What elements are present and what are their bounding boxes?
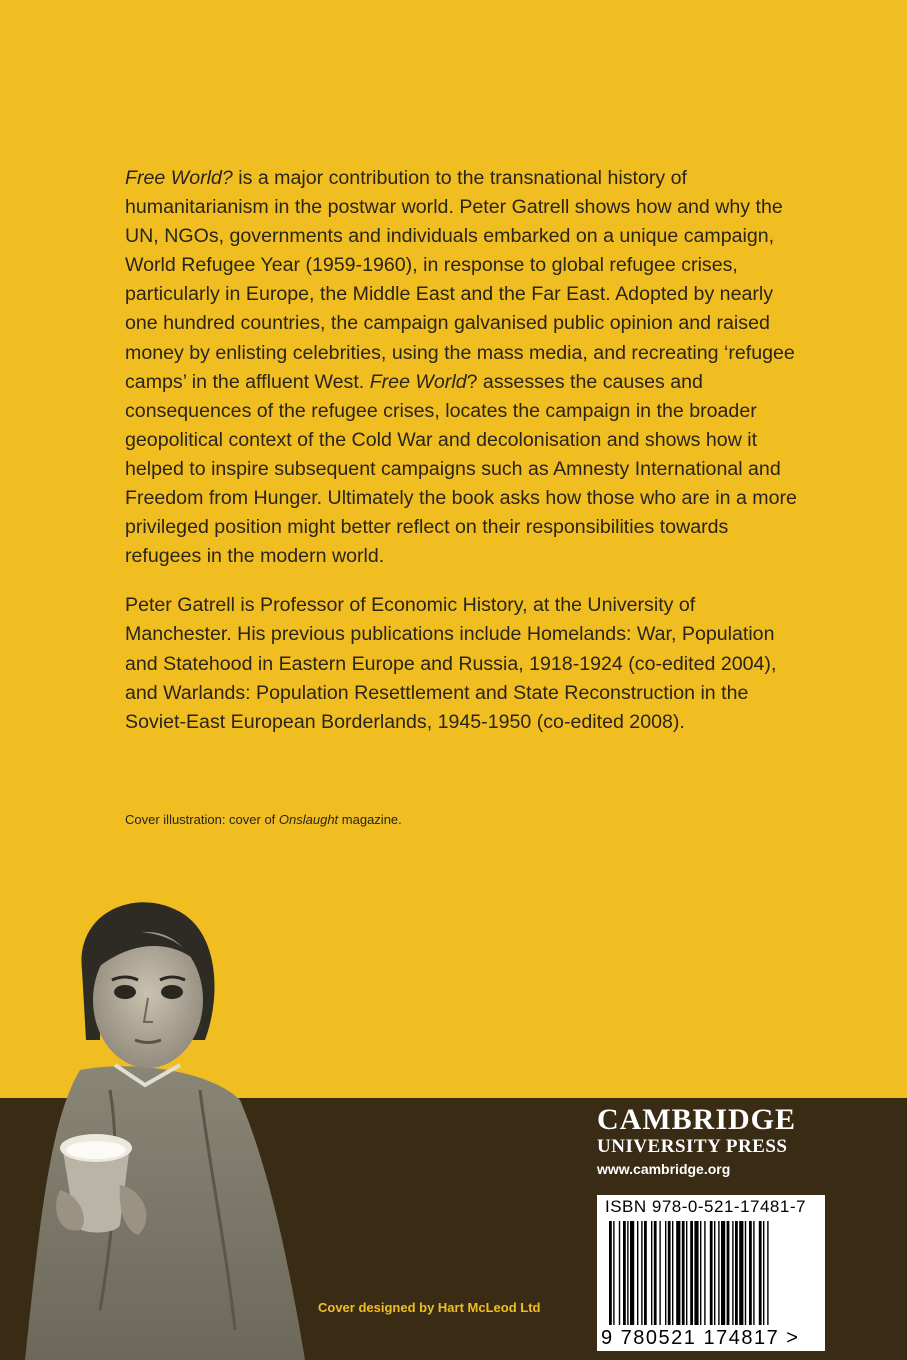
isbn-label: ISBN 978-0-521-17481-7: [605, 1197, 806, 1216]
barcode-bar: [700, 1221, 701, 1325]
barcode-bar: [644, 1221, 647, 1325]
magazine-name: Onslaught: [278, 812, 339, 827]
publisher-logo: [597, 1104, 827, 1180]
credit-prefix: Cover illustration: cover of: [125, 812, 279, 827]
barcode-bar: [659, 1221, 660, 1325]
publisher-subtitle: UNIVERSITY PRESS: [597, 1136, 788, 1157]
barcode-bar: [665, 1221, 666, 1325]
description-text-b: ? assesses the causes and consequences of the refugee crises, locates the campaign in the broader geopolitical context of the Cold War and decolonisation and shows how it helped to inspire subsequent campaigns such as Amnesty International and Freedom from Hunger. Ultimately the book asks how those who are in a more privileged position might better reflect on their responsibilities towards refugees in the modern world.: [125, 370, 797, 568]
publisher-url: www.cambridge.org: [597, 1161, 731, 1177]
isbn-barcode: [597, 1195, 825, 1351]
barcode-bar: [753, 1221, 754, 1325]
barcode-bar: [623, 1221, 626, 1325]
barcode-bar: [630, 1221, 634, 1325]
back-cover-blurb: [125, 164, 805, 737]
barcode-bar: [710, 1221, 713, 1325]
barcode-bar: [676, 1221, 680, 1325]
barcode-bar: [714, 1221, 715, 1325]
barcode-bar: [745, 1221, 746, 1325]
barcode-bar: [613, 1221, 614, 1325]
barcode-bar: [767, 1221, 768, 1325]
description-paragraph: [125, 164, 805, 571]
credit-suffix: magazine.: [338, 812, 402, 827]
barcode-bar: [668, 1221, 671, 1325]
cover-illustration-credit: [125, 812, 402, 827]
description-text-a: is a major contribution to the transnational history of humanitarianism in the postwar world. Peter Gatrell shows how and why the UN, NGOs, governments and individuals embarked on a unique campaign, World Refugee Year (1959-1960), in response to global refugee crises, particularly in Europe, the Middle East and the Far East. Adopted by nearly one hundred countries, the campaign galvanised public opinion and raised money by enlisting celebrities, using the mass media, and recreating ‘refugee camps’ in the affluent West.: [125, 167, 795, 393]
designer-credit: Cover designed by Hart McLeod Ltd: [318, 1300, 541, 1315]
barcode-bar: [686, 1221, 687, 1325]
barcode-bar: [637, 1221, 638, 1325]
barcode-bar: [682, 1221, 685, 1325]
barcode-bar: [619, 1221, 620, 1325]
barcode-bar: [704, 1221, 705, 1325]
barcode-bar: [727, 1221, 730, 1325]
barcode-bar: [759, 1221, 762, 1325]
barcode-digits: 9 780521 174817 >: [601, 1327, 800, 1349]
barcode-bar: [749, 1221, 752, 1325]
barcode-bar: [735, 1221, 738, 1325]
author-bio: Peter Gatrell is Professor of Economic History, at the University of Manchester. His previous publications include Homelands: War, Population and Statehood in Eastern Europe and Russia, 1918-1924 (co-edited 2004), and Warlands: Population Resettlement and State Reconstruction in the Soviet-East European Borderlands, 1945-1950 (co-edited 2008).: [125, 594, 777, 733]
book-title-inline: Free World: [369, 370, 467, 393]
child-photo: [20, 890, 320, 1360]
publisher-name: CAMBRIDGE: [597, 1103, 797, 1136]
barcode-bar: [739, 1221, 743, 1325]
barcode-bar: [654, 1221, 657, 1325]
barcode-bar: [627, 1221, 628, 1325]
barcode-bar: [690, 1221, 693, 1325]
barcode-bar: [694, 1221, 698, 1325]
barcode-bar: [651, 1221, 652, 1325]
barcode-bar: [763, 1221, 764, 1325]
barcode-bar: [609, 1221, 612, 1325]
book-title: Free World?: [125, 167, 233, 189]
barcode-bar: [732, 1221, 733, 1325]
barcode-bar: [641, 1221, 642, 1325]
barcode-bar: [721, 1221, 725, 1325]
barcode-bars: [603, 1221, 819, 1325]
barcode-bar: [672, 1221, 673, 1325]
barcode-bar: [718, 1221, 719, 1325]
